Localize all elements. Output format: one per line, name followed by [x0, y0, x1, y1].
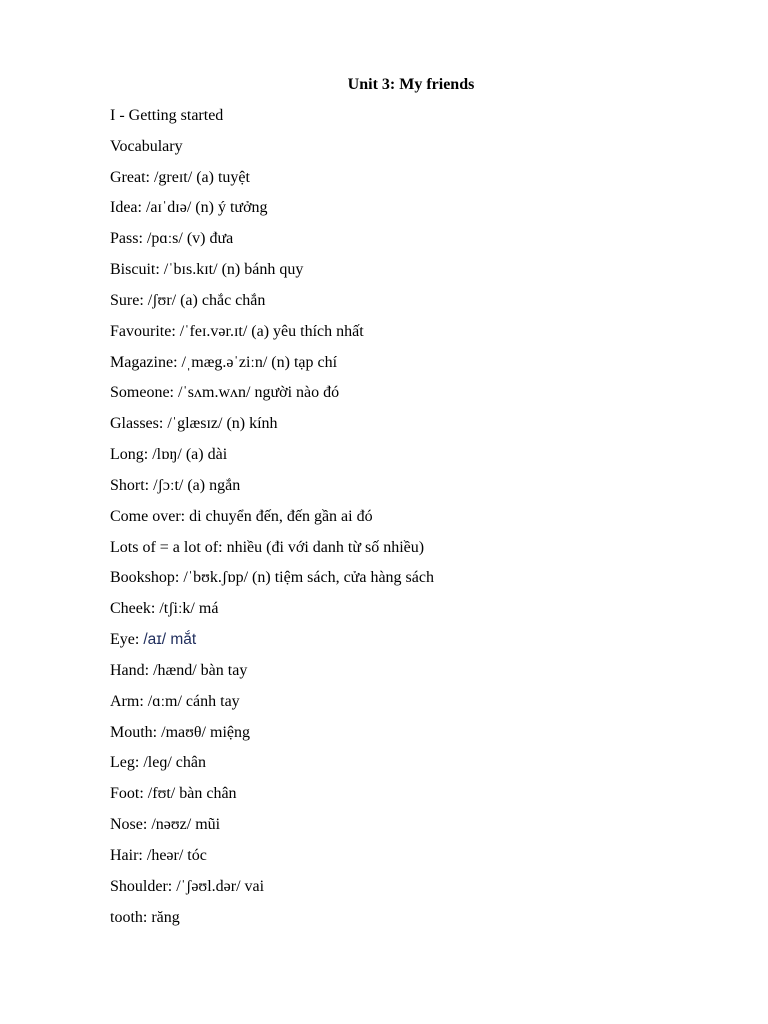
- document-title: Unit 3: My friends: [347, 76, 475, 93]
- vocab-entry-sure: Sure: /ʃʊr/ (a) chắc chắn: [110, 291, 266, 309]
- vocab-entry-someone: Someone: /ˈsʌm.wʌn/ người nào đó: [110, 384, 340, 402]
- vocab-entry-great: Great: /greɪt/ (a) tuyệt: [110, 168, 250, 186]
- vocab-entry-foot: Foot: /fʊt/ bàn chân: [110, 785, 237, 803]
- vocab-entry-eye-label: Eye:: [110, 631, 144, 649]
- vocab-entry-tooth: tooth: răng: [110, 908, 180, 926]
- vocab-entry-bookshop: Bookshop: /ˈbʊk.ʃɒp/ (n) tiệm sách, cửa hàng sách: [110, 569, 434, 587]
- vocab-entry-nose: Nose: /nəʊz/ mũi: [110, 816, 221, 834]
- vocab-entry-long: Long: /lɒŋ/ (a) dài: [110, 446, 228, 464]
- vocab-entry-pass: Pass: /pɑːs/ (v) đưa: [110, 230, 234, 248]
- vocab-entry-glasses: Glasses: /ˈglæsɪz/ (n) kính: [110, 415, 278, 433]
- vocab-entry-idea: Idea: /aɪˈdɪə/ (n) ý tưởng: [110, 199, 268, 217]
- subsection-heading: Vocabulary: [110, 137, 183, 155]
- vocab-entry-leg: Leg: /leɡ/ chân: [110, 754, 206, 772]
- section-heading: I - Getting started: [110, 107, 224, 124]
- vocab-entry-biscuit: Biscuit: /ˈbɪs.kɪt/ (n) bánh quy: [110, 261, 304, 279]
- vocab-entry-shoulder: Shoulder: /ˈʃəʊl.dər/ vai: [110, 877, 265, 895]
- vocab-entry-favourite: Favourite: /ˈfeɪ.vər.ɪt/ (a) yêu thích nhất: [110, 322, 364, 340]
- vocab-entry-eye: [110, 630, 730, 661]
- vocab-entry-arm: Arm: /ɑːm/ cánh tay: [110, 692, 240, 710]
- vocab-entry-magazine: Magazine: /ˌmæg.əˈziːn/ (n) tạp chí: [110, 353, 338, 371]
- vocabulary-list: [110, 106, 730, 938]
- vocab-entry-cheek: Cheek: /tʃiːk/ má: [110, 600, 219, 618]
- vocab-entry-hair: Hair: /heər/ tóc: [110, 846, 207, 864]
- vocab-entry-short: Short: /ʃɔːt/ (a) ngắn: [110, 476, 241, 494]
- vocab-entry-come-over: Come over: di chuyển đến, đến gần ai đó: [110, 507, 373, 525]
- vocab-entry-eye-value: /aɪ/ mắt: [143, 631, 197, 649]
- vocab-entry-hand: Hand: /hænd/ bàn tay: [110, 661, 248, 679]
- vocab-entry-mouth: Mouth: /maʊθ/ miệng: [110, 723, 250, 741]
- vocab-entry-lots-of: Lots of = a lot of: nhiều (đi với danh từ số nhiều): [110, 538, 425, 556]
